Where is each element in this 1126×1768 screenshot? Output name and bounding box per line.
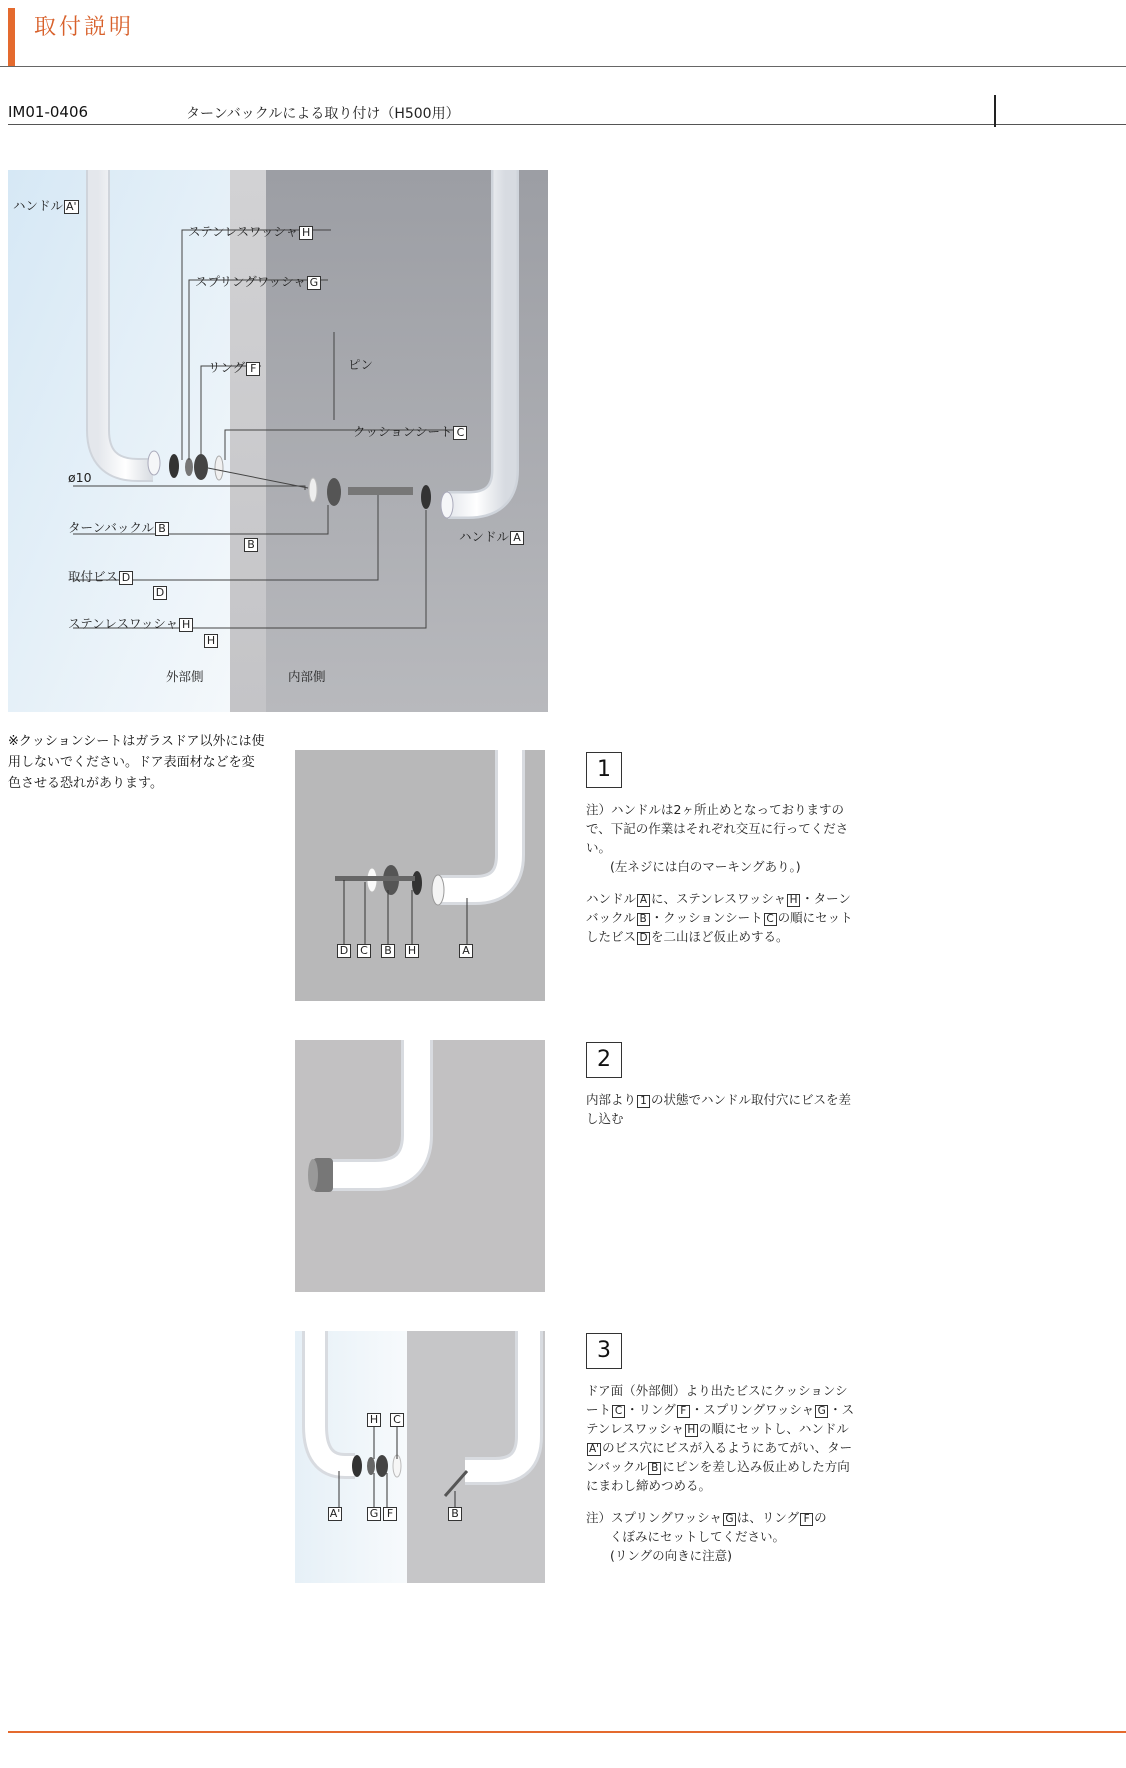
- step3-image: [295, 1331, 545, 1583]
- step2-illustration: [295, 1040, 545, 1292]
- exploded-diagram: [8, 170, 548, 712]
- step2-number: 2: [586, 1042, 622, 1078]
- label-spring-washer: スプリングワッシャ G: [195, 272, 321, 290]
- label-handle-a: ハンドル A: [459, 527, 524, 545]
- caution-note: ※クッションシートはガラスドア以外には使用しないでください。ドア表面材などを変色させる恐れがあります。: [8, 734, 265, 791]
- label-screw: 取付ビス D: [68, 567, 133, 585]
- label-turnbuckle: ターンバックル B: [68, 518, 169, 536]
- label-cushion-sheet: クッションシート C: [353, 422, 467, 440]
- header-divider: [0, 66, 1126, 67]
- step2-text: 内部より 1 の状態でハンドル取付穴にビスを差し込む: [586, 1092, 852, 1126]
- doc-subtitle: ターンバックルによる取り付け（H500用）: [186, 106, 460, 122]
- step3-number: 3: [586, 1333, 622, 1369]
- label-handle-a-prime: ハンドル A': [13, 198, 77, 213]
- step3-key-h: H: [367, 1413, 381, 1427]
- step1-key-d: D: [337, 944, 351, 958]
- step1-illustration: [295, 750, 545, 1001]
- step2-image: [295, 1040, 545, 1292]
- step1-key-b: B: [381, 944, 395, 958]
- footer-divider: [8, 1731, 1126, 1733]
- step1-text: 注）ハンドルは2ヶ所止めとなっておりますので、下記の作業はそれぞれ交互に行ってください。 (左ネジには白のマーキングあり。) ハンドル A に、ステンレスワッシャ H ・ターンバックル B ・クッションシート C の順にセットしたビス D を二山ほど仮止めする。: [586, 802, 853, 944]
- step1-key-h: H: [405, 944, 419, 958]
- step1-image: [295, 750, 545, 1001]
- page-title: 取付説明: [34, 15, 135, 40]
- step1-key-c: C: [357, 944, 371, 958]
- header-accent-bar: [8, 8, 15, 66]
- step1-number: 1: [586, 752, 622, 788]
- label-inside: 内部側: [288, 669, 326, 684]
- product-code: IM01-0406: [8, 103, 89, 121]
- step3-key-c: C: [390, 1413, 404, 1427]
- label-diameter: ø10: [68, 470, 92, 485]
- step1-key-a: A: [459, 944, 473, 958]
- code-tick-mark: [994, 95, 996, 127]
- step3-key-a-prime: A': [329, 1507, 341, 1520]
- step3-key-b: B: [448, 1507, 462, 1521]
- label-ring: リング F: [208, 358, 260, 376]
- key-turnbuckle: B: [244, 538, 258, 552]
- key-screw: D: [153, 586, 167, 600]
- step3-text: ドア面（外部側）より出たビスにクッションシート C ・リング F ・スプリングワッシャ G ・ステンレスワッシャ H の順にセットし、ハンドルA' のビス穴にビスが入るようにあてがい、ターンバックル B にピンを差し込み仮止めした方向にまわし締めつめる。 注）スプリングワッシャ G は、リング F の くぼみにセットしてください。 (リングの向きに注意): [586, 1383, 855, 1563]
- step3-illustration: [295, 1331, 545, 1583]
- label-stainless-washer-top: ステンレスワッシャ H: [188, 222, 313, 240]
- code-divider: [8, 124, 1126, 125]
- label-outside: 外部側: [166, 669, 204, 684]
- label-stainless-washer-bottom: ステンレスワッシャ H: [68, 614, 193, 632]
- key-stainless-washer: H: [204, 634, 218, 648]
- step3-key-f: F: [383, 1507, 397, 1521]
- step3-key-g: G: [367, 1507, 381, 1521]
- label-pin: ピン: [348, 357, 374, 372]
